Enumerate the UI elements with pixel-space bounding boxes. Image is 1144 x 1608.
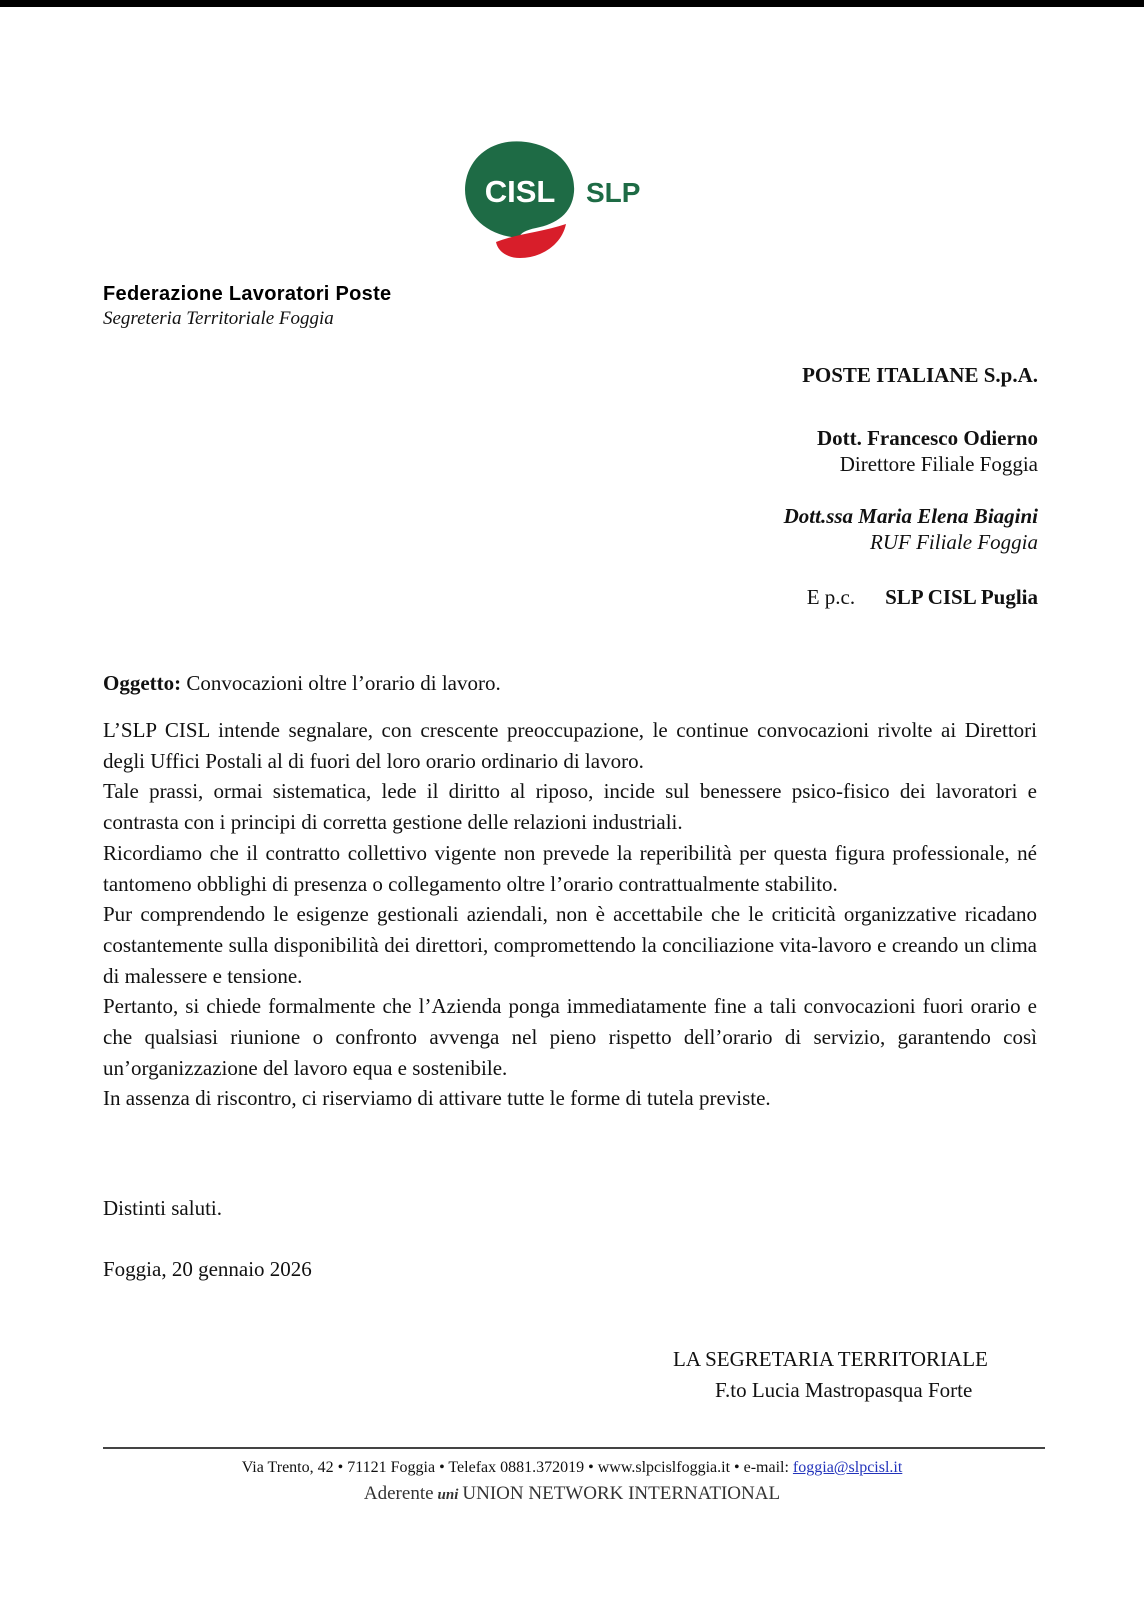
recipient-2-name: Dott.ssa Maria Elena Biagini	[783, 504, 1038, 528]
cisl-slp-logo	[464, 140, 684, 270]
org-header	[103, 283, 391, 330]
recipient-2	[784, 503, 1038, 555]
footer-aderente: Aderente	[363, 1483, 434, 1504]
top-border	[0, 0, 1144, 7]
signature-name: F.to Lucia Mastropasqua Forte	[715, 1378, 973, 1402]
logo-cisl-text: CISL	[484, 174, 556, 209]
body-paragraph: Tale prassi, ormai sistematica, lede il diritto al riposo, incide sul benessere psico-fisico dei lavoratori e contrasta con i principi di corretta gestione delle relazioni industriali.	[103, 779, 1037, 835]
body-paragraph: In assenza di riscontro, ci riserviamo di attivare tutte le forme di tutela previste.	[103, 1086, 771, 1111]
uni-logo: uni	[437, 1487, 459, 1503]
logo-slp-text: SLP	[586, 177, 641, 208]
body-paragraph: Pertanto, si chiede formalmente che l’Azienda ponga immediatamente fine a tali convocazioni fuori orario e che qualsiasi riunione o confronto avvenga nel pieno rispetto dell’orario di servizio, garantendo così un’organizzazione del lavoro equa e sostenibile.	[103, 994, 1037, 1080]
footer-email-link[interactable]: foggia@slpcisl.it	[792, 1459, 903, 1476]
org-name: Federazione Lavoratori Poste	[103, 283, 392, 305]
footer-contact	[0, 1459, 1144, 1477]
place-date: Foggia, 20 gennaio 2026	[103, 1257, 312, 1281]
recipient-1-name: Dott. Francesco Odierno	[816, 426, 1038, 450]
body-paragraph: Pur comprendendo le esigenze gestionali aziendali, non è accettabile che le criticità organizzative ricadano costantemente sulla disponibilità dei direttori, compromettendo la conciliazione vita-lavoro e creando un clima di malessere e tensione.	[103, 902, 1037, 988]
body-paragraph: L’SLP CISL intende segnalare, con crescente preoccupazione, le continue convocazioni rivolte ai Direttori degli Uffici Postali al di fuori del loro orario ordinario di lavoro.	[103, 718, 1037, 773]
cc-line	[807, 584, 1038, 610]
letter-body	[103, 715, 1037, 1114]
footer-divider	[103, 1447, 1045, 1449]
recipient-2-role: RUF Filiale Foggia	[870, 530, 1038, 554]
body-paragraph: Ricordiamo che il contratto collettivo vigente non prevede la reperibilità per questa figura professionale, né tantomeno obblighi di presenza o collegamento oltre l’orario contrattualmente stabilito.	[103, 840, 1037, 896]
subject-label: Oggetto:	[103, 671, 182, 695]
recipient-1-role: Direttore Filiale Foggia	[839, 452, 1038, 476]
subject-line	[103, 671, 501, 696]
org-subtitle: Segreteria Territoriale Foggia	[103, 308, 334, 329]
recipient-company: POSTE ITALIANE S.p.A.	[802, 363, 1038, 387]
footer-network: UNION NETWORK INTERNATIONAL	[462, 1483, 781, 1504]
closing-greeting: Distinti saluti.	[103, 1196, 223, 1220]
recipient-1	[817, 425, 1038, 477]
footer-affiliation	[0, 1483, 1144, 1505]
cc-label: E p.c.	[806, 585, 856, 609]
signature-title: LA SEGRETARIA TERRITORIALE	[673, 1347, 988, 1371]
footer-contact-text: Via Trento, 42 • 71121 Foggia • Telefax 0881.372019 • www.slpcislfoggia.it • e-mail:	[241, 1459, 793, 1476]
cc-recipient: SLP CISL Puglia	[885, 585, 1038, 609]
subject-text: Convocazioni oltre l’orario di lavoro.	[181, 671, 501, 695]
